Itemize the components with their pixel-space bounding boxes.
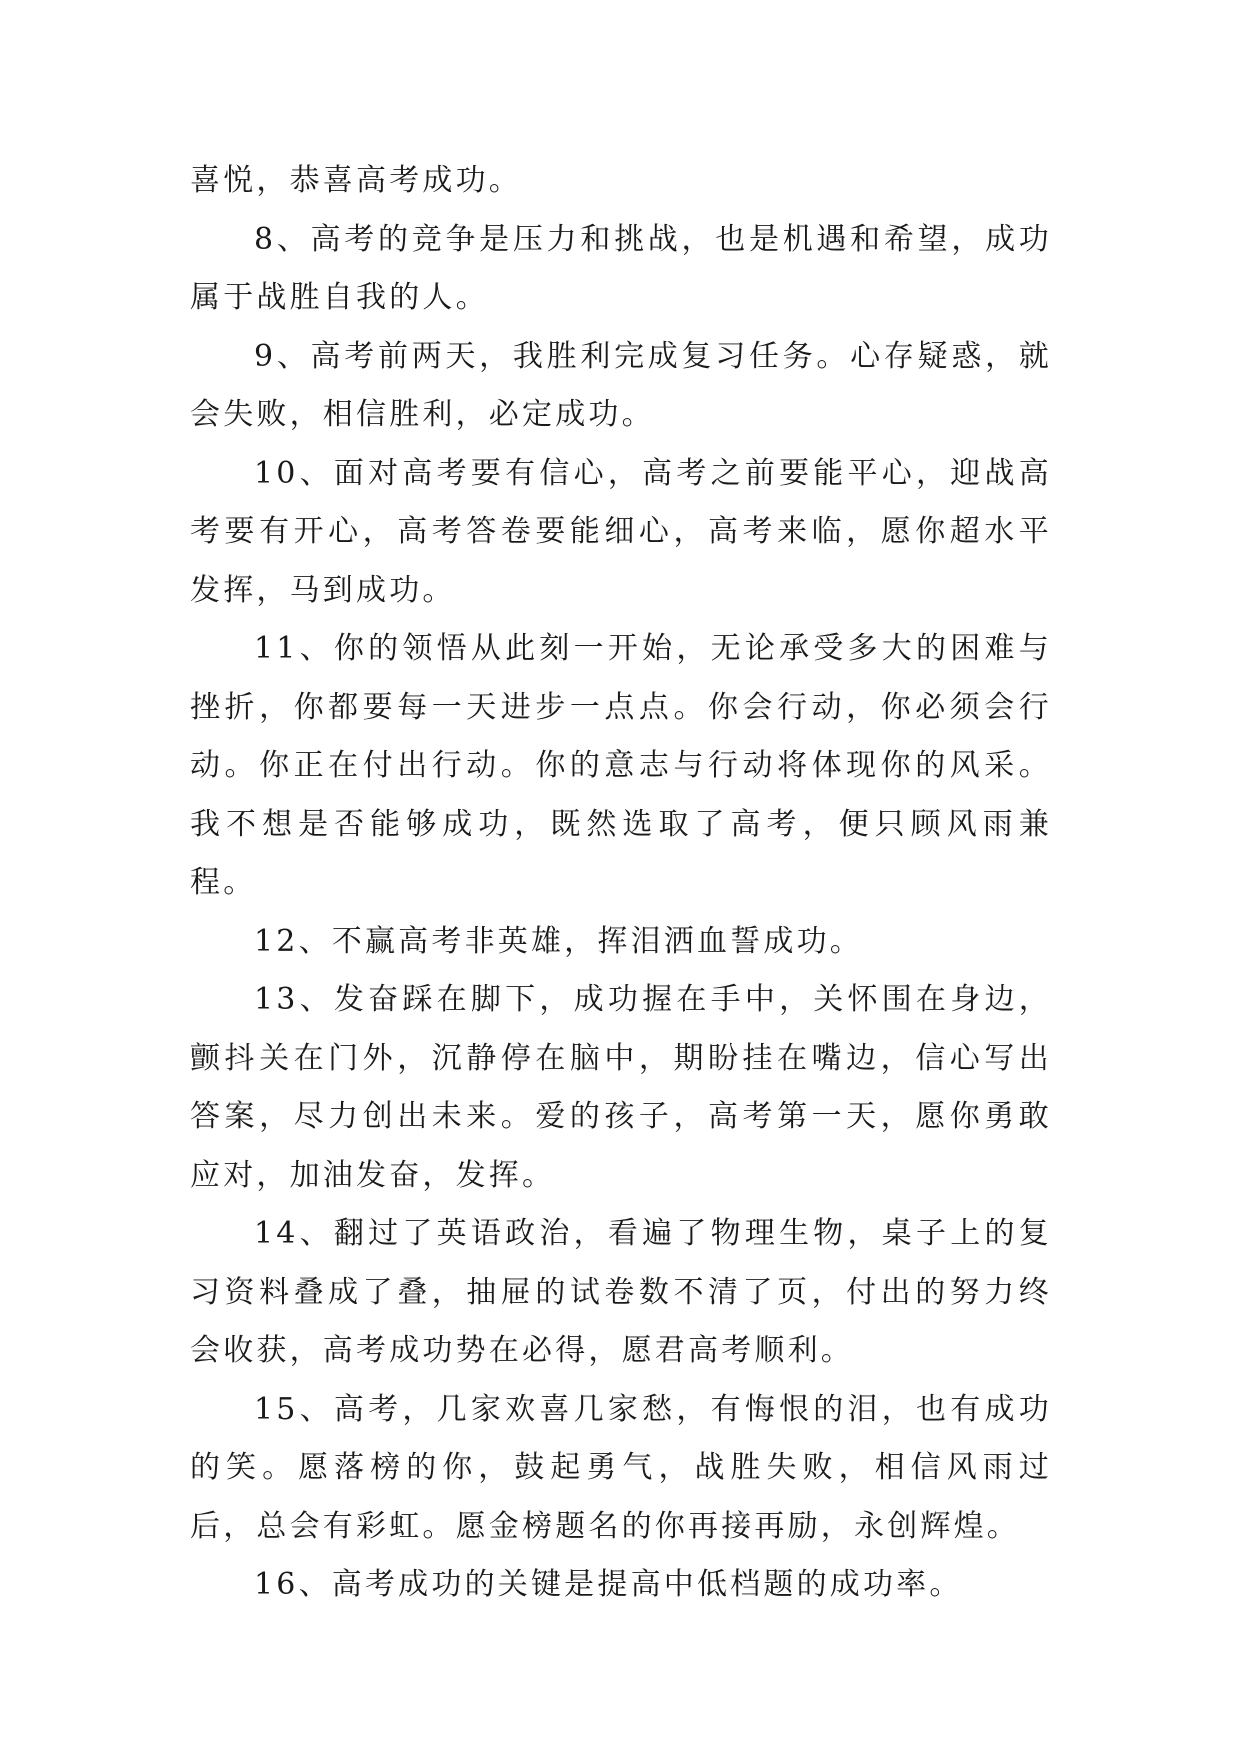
paragraph: 10、面对高考要有信心，高考之前要能平心，迎战高考要有开心，高考答卷要能细心，高考来临，愿你超水平发挥，马到成功。 xyxy=(190,455,1052,608)
paragraph: 8、高考的竞争是压力和挑战，也是机遇和希望，成功属于战胜自我的人。 xyxy=(190,221,1052,315)
paragraph: 16、高考成功的关键是提高中低档题的成功率。 xyxy=(254,1567,963,1602)
paragraph: 12、不赢高考非英雄，挥泪洒血誓成功。 xyxy=(254,923,863,959)
paragraph: 14、翻过了英语政治，看遍了物理生物，桌子上的复习资料叠成了叠，抽屉的试卷数不清了页，付出的努力终会收获，高考成功势在必得，愿君高考顺利。 xyxy=(190,1216,1052,1368)
paragraph: 9、高考前两天，我胜利完成复习任务。心存疑惑，就会失败，相信胜利，必定成功。 xyxy=(190,338,1052,432)
paragraph: 11、你的领悟从此刻一开始，无论承受多大的困难与挫折，你都要每一天进步一点点。你会行动，你必须会行动。你正在付出行动。你的意志与行动将体现你的风采。我不想是否能够成功，既然选取了高考，便只顾风雨兼程。 xyxy=(190,631,1052,900)
paragraph: 喜悦，恭喜高考成功。 xyxy=(190,163,522,198)
paragraph: 15、高考，几家欢喜几家愁，有悔恨的泪，也有成功的笑。愿落榜的你，鼓起勇气，战胜失败，相信风雨过后，总会有彩虹。愿金榜题名的你再接再励，永创辉煌。 xyxy=(190,1391,1052,1544)
paragraph: 13、发奋踩在脚下，成功握在手中，关怀围在身边，颤抖关在门外，沉静停在脑中，期盼挂在嘴边，信心写出答案，尽力创出未来。爱的孩子，高考第一天，愿你勇敢应对，加油发奋，发挥。 xyxy=(190,982,1052,1193)
document-body xyxy=(190,152,1052,1615)
